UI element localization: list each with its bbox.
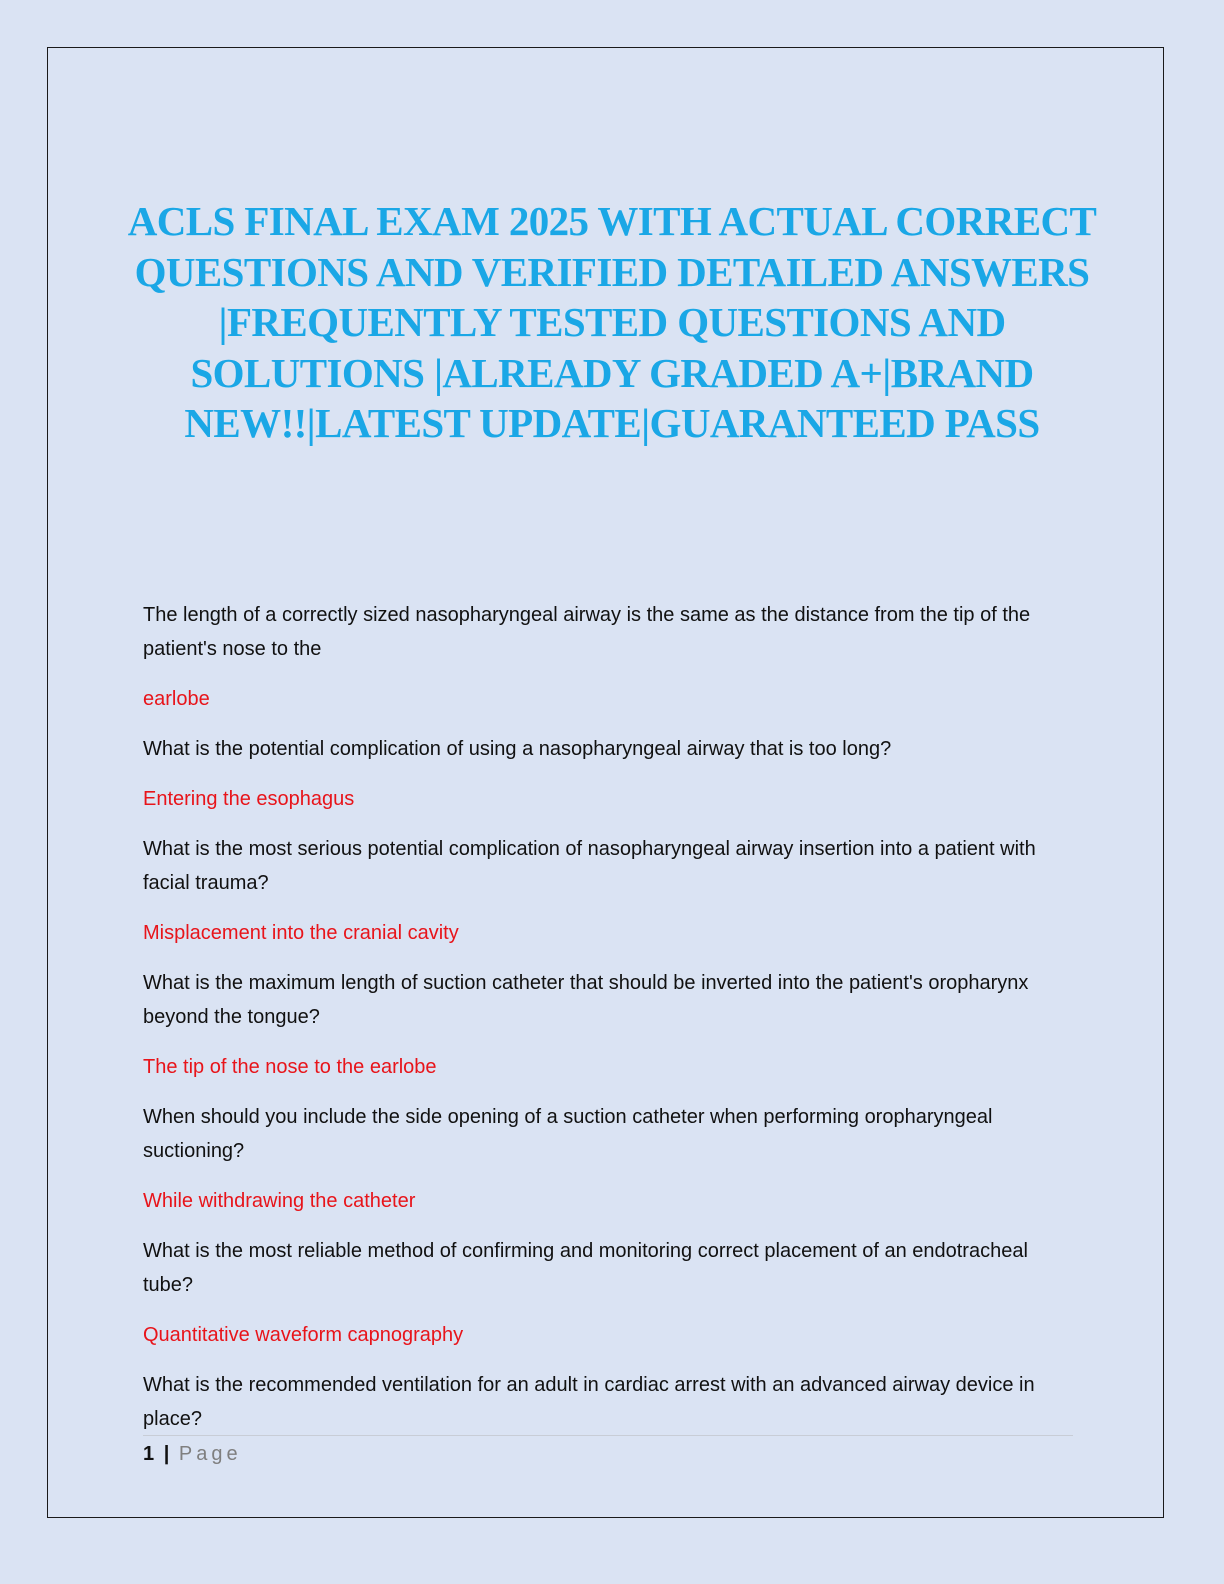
question-4: What is the maximum length of suction catheter that should be inverted into the patient's oropharynx beyond the tongue?: [143, 972, 1029, 1028]
question-3: What is the most serious potential complication of nasopharyngeal airway insertion into a patient with facial trauma?: [143, 838, 1036, 894]
question-6: What is the most reliable method of confirming and monitoring correct placement of an endotracheal tube?: [143, 1240, 1028, 1296]
answer-4: The tip of the nose to the earlobe: [143, 1056, 437, 1078]
document-title: ACLS FINAL EXAM 2025 WITH ACTUAL CORRECT QUESTIONS AND VERIFIED DETAILED ANSWERS |FREQUENTLY TESTED QUESTIONS AND SOLUTIONS |ALREADY GRADED A+|BRAND NEW!!|LATEST UPDATE|GUARANTEED PASS: [127, 198, 1097, 446]
answer-3: Misplacement into the cranial cavity: [143, 922, 459, 944]
footer-divider: [143, 1435, 1073, 1436]
question-5: When should you include the side opening of a suction catheter when performing oropharyngeal suctioning?: [143, 1106, 993, 1162]
answer-2: Entering the esophagus: [143, 788, 355, 810]
answer-6: Quantitative waveform capnography: [143, 1324, 464, 1346]
answer-5: While withdrawing the catheter: [143, 1190, 416, 1212]
page-footer: [143, 1440, 242, 1468]
footer-separator: |: [163, 1443, 170, 1465]
question-2: What is the potential complication of using a nasopharyngeal airway that is too long?: [143, 738, 892, 760]
page-label: Page: [178, 1443, 242, 1465]
page-number: 1: [143, 1443, 155, 1465]
answer-1: earlobe: [143, 688, 210, 710]
qa-list: [143, 598, 1078, 1452]
question-7: What is the recommended ventilation for an adult in cardiac arrest with an advanced airway device in place?: [143, 1374, 1035, 1430]
question-1: The length of a correctly sized nasopharyngeal airway is the same as the distance from the tip of the patient's nose to the: [143, 604, 1031, 660]
